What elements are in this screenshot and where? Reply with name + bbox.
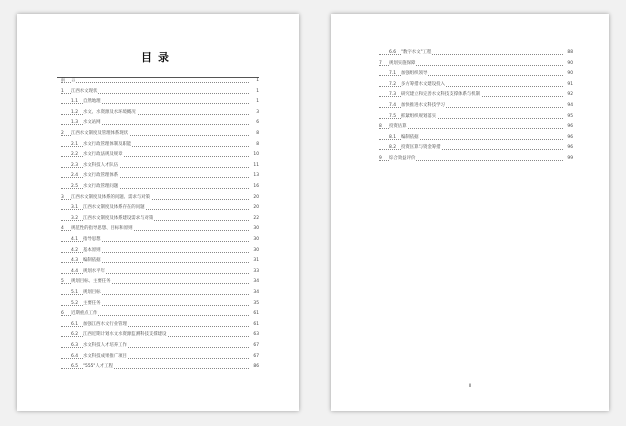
toc-entry-number: 1.2 — [71, 109, 78, 115]
toc-entry-number: 2 — [61, 131, 64, 136]
toc-entry-label: 水文、水资源及水环境概况 — [83, 109, 136, 115]
toc-entry-number: 7.2 — [389, 81, 396, 87]
toc-entry-page: 11 — [249, 163, 259, 169]
toc-entry-number: 4.2 — [71, 247, 78, 253]
toc-entry-page: 67 — [249, 343, 259, 349]
toc-entry-page: 61 — [249, 322, 259, 328]
toc-entry-page: 92 — [563, 92, 573, 98]
toc-entry-label: 投资估算 — [389, 124, 407, 130]
toc-entry — [17, 216, 299, 222]
toc-entry — [17, 301, 299, 307]
toc-entry-number: 7.5 — [389, 113, 396, 119]
toc-entry — [331, 124, 609, 130]
toc-entry-page: 94 — [563, 103, 573, 109]
toc-entry-number: 4.4 — [71, 268, 78, 274]
toc-entry-number: 8.2 — [389, 145, 396, 151]
toc-entry-label: 加强江西水文行业管理 — [83, 321, 127, 327]
toc-entry-label: 基本原则 — [83, 247, 101, 253]
toc-entry — [17, 322, 299, 328]
toc-entry — [331, 61, 609, 67]
toc-entry — [331, 82, 609, 88]
toc-entry — [17, 343, 299, 349]
toc-entry-number: 2.2 — [71, 152, 78, 158]
toc-entry-page: 20 — [249, 195, 259, 201]
toc-entry-page: 34 — [249, 279, 259, 285]
toc-entry-label: 水文行政管理体系 — [83, 173, 119, 179]
toc-entry-page: 90 — [563, 71, 573, 77]
toc-entry-page: 8 — [249, 131, 259, 137]
toc-entry-label: 水文行政法规及规章 — [83, 152, 123, 158]
toc-entry-label: "555"人才工程 — [83, 364, 113, 370]
toc-entry — [17, 258, 299, 264]
toc-entry-label: 规范性的指导思想、目标和原则 — [71, 226, 133, 232]
toc-entry-label: 规划目标 — [83, 290, 101, 295]
toc-entry-page: 22 — [249, 216, 259, 222]
toc-entry-page: 1 — [249, 99, 259, 105]
toc-entry-label: 江西水文制度及管理体系现状 — [71, 131, 129, 136]
toc-entry-number: 1 — [61, 88, 64, 94]
toc-entry — [17, 89, 299, 95]
toc-entry-page: 96 — [563, 124, 573, 130]
toc-entry — [331, 114, 609, 120]
toc-entry — [331, 145, 609, 151]
toc-entry-number: 9 — [379, 156, 382, 161]
toc-entry-page: 8 — [249, 142, 259, 148]
toc-entry-number: 6.3 — [71, 343, 78, 348]
toc-entry-number: 7.3 — [389, 92, 396, 98]
toc-entry-page: 88 — [563, 50, 573, 56]
toc-entry-label: 规划水平年 — [83, 268, 105, 274]
toc-entry — [331, 50, 609, 56]
toc-entry-label: 水文行政管理问题 — [83, 184, 119, 189]
toc-entry-page: 30 — [249, 237, 259, 243]
toc-entry-page: 95 — [563, 114, 573, 120]
toc-entry-page: 90 — [563, 61, 573, 67]
toc-page-left — [17, 14, 299, 411]
toc-entry-label: 主要任务 — [83, 300, 101, 306]
toc-entry — [17, 184, 299, 190]
toc-entry-page: 33 — [249, 269, 259, 275]
toc-entry-label: 江西水文现状 — [71, 88, 98, 94]
toc-entry — [17, 205, 299, 211]
toc-entry — [331, 156, 609, 162]
toc-entry-label: 自然地理 — [83, 99, 101, 105]
toc-entry-number: 2.3 — [71, 162, 78, 168]
toc-entry-label: 江西近期计划水文水资源监测科技支撑建设 — [83, 332, 167, 338]
toc-entry-number: 3 — [61, 194, 64, 200]
toc-entry-number: 7.1 — [389, 71, 396, 77]
toc-dot-leader — [379, 128, 571, 129]
toc-entry-number: 8.1 — [389, 134, 396, 140]
toc-entry-label: 投资匡算与资金筹措 — [401, 145, 441, 151]
toc-entry-page: 16 — [249, 184, 259, 190]
toc-entry-page: 20 — [249, 205, 259, 211]
toc-entry-label: 规划目标、主要任务 — [71, 279, 111, 285]
toc-entry-page: 67 — [249, 354, 259, 360]
toc-entry-number: 6 — [61, 311, 64, 317]
toc-dot-leader — [61, 82, 257, 83]
toc-entry-number: 7.4 — [389, 103, 396, 108]
toc-entry-label: 水文站网 — [83, 120, 101, 126]
page-number: II — [468, 383, 472, 388]
toc-entry — [17, 163, 299, 169]
toc-entry-number: 2.1 — [71, 141, 78, 147]
toc-entry-label: 水文科技成果推广项目 — [83, 353, 127, 359]
toc-entry — [17, 248, 299, 254]
toc-entry-page: 86 — [249, 364, 259, 370]
toc-entry — [331, 103, 609, 109]
toc-entry-page: 3 — [249, 110, 259, 116]
toc-entry-number: 6.1 — [71, 321, 78, 327]
toc-entry-number: 6.5 — [71, 364, 78, 370]
toc-entry-page: 91 — [563, 82, 573, 88]
toc-entry-label: 规划实施保障 — [389, 60, 416, 66]
toc-entry-page: 1 — [249, 89, 259, 95]
toc-entry-number: 1.1 — [71, 99, 78, 105]
toc-entry — [17, 279, 299, 285]
toc-entry-number: 3.1 — [71, 205, 78, 211]
toc-entry-number: 6.4 — [71, 353, 78, 359]
toc-entry — [17, 237, 299, 243]
toc-title: 目录 — [141, 51, 175, 64]
toc-entry — [17, 364, 299, 370]
toc-entry-number: 前 — [61, 78, 66, 83]
toc-entry-label: 江西水文制度及体系的问题、需求与对策 — [71, 194, 151, 200]
toc-entry-page: 13 — [249, 173, 259, 179]
toc-entry-page: 30 — [249, 226, 259, 232]
toc-entry — [17, 311, 299, 317]
toc-entry-number: 2.5 — [71, 184, 78, 189]
toc-entry-number: 5 — [61, 279, 64, 285]
toc-entry — [331, 92, 609, 98]
toc-entry-number: 8 — [379, 124, 382, 130]
toc-entry-label: 指导思想 — [83, 237, 101, 242]
toc-entry-page: 10 — [249, 152, 259, 158]
toc-entry-label: 近期重点工作 — [71, 311, 98, 317]
toc-entry-label: 抓紧组织规划落实 — [401, 113, 437, 119]
toc-entry-number: 4.3 — [71, 258, 78, 264]
toc-entry-page: 30 — [249, 248, 259, 254]
toc-entry — [17, 269, 299, 275]
toc-entry-number: 6.2 — [71, 332, 78, 338]
toc-entry-number: 5.2 — [71, 300, 78, 306]
toc-entry-label: 综合效益评价 — [389, 156, 416, 161]
toc-entry-page: 31 — [249, 258, 259, 264]
toc-entry — [17, 226, 299, 232]
toc-entry — [17, 120, 299, 126]
toc-entry — [17, 131, 299, 137]
toc-entry — [17, 354, 299, 360]
toc-entry-number: 1.3 — [71, 120, 78, 126]
toc-entry-number: 6.6 — [389, 50, 396, 55]
toc-entry — [17, 152, 299, 158]
toc-entry-label: 江西水文制度及体系存在的问题 — [83, 205, 145, 211]
toc-entry-label: 江西水文制度及体系建设需求与对策 — [83, 215, 154, 221]
toc-page-right — [331, 14, 609, 411]
toc-entry-page: 34 — [249, 290, 259, 296]
toc-entry — [17, 195, 299, 201]
toc-entry-number: 7 — [379, 60, 382, 66]
toc-entry-page: 96 — [563, 135, 573, 141]
toc-entry — [331, 71, 609, 77]
toc-entry-label: 研究建立和完善水文科技支撑体系与机制 — [401, 92, 481, 98]
toc-entry-page: 61 — [249, 311, 259, 317]
toc-entry-label: 水文行政管理体制及职能 — [83, 141, 132, 147]
toc-entry-number: 2.4 — [71, 173, 78, 179]
toc-entry-page: 35 — [249, 301, 259, 307]
toc-entry-label: "数字水文"工程 — [401, 50, 432, 55]
toc-entry-label: 加强组织领导 — [401, 71, 428, 77]
toc-entry-label: 水文科技人才队伍 — [83, 162, 119, 168]
toc-entry-page: 63 — [249, 332, 259, 338]
toc-entry — [17, 110, 299, 116]
toc-entry — [17, 332, 299, 338]
toc-entry-page: 99 — [563, 156, 573, 162]
toc-entry-label: 加快推进水文科技学习 — [401, 103, 445, 108]
toc-entry-page: 6 — [249, 120, 259, 126]
toc-entry-label: 编制依据 — [401, 134, 419, 140]
toc-entry-page: 1 — [249, 78, 259, 84]
toc-entry — [17, 78, 299, 84]
toc-entry — [17, 142, 299, 148]
toc-entry-number: 4 — [61, 226, 64, 232]
toc-entry-label: 水文科技人才培养工作 — [83, 343, 127, 348]
toc-entry-number: 5.1 — [71, 290, 78, 295]
toc-entry-number: 4.1 — [71, 237, 78, 242]
toc-entry-label: 言 — [71, 78, 76, 83]
toc-entry — [17, 173, 299, 179]
toc-entry — [17, 99, 299, 105]
toc-entry-label: 多方筹措水文建设投入 — [401, 81, 445, 87]
toc-entry — [17, 290, 299, 296]
toc-entry-page: 96 — [563, 145, 573, 151]
toc-entry-number: 3.2 — [71, 215, 78, 221]
toc-entry-label: 编制依据 — [83, 258, 101, 264]
toc-entry — [331, 135, 609, 141]
